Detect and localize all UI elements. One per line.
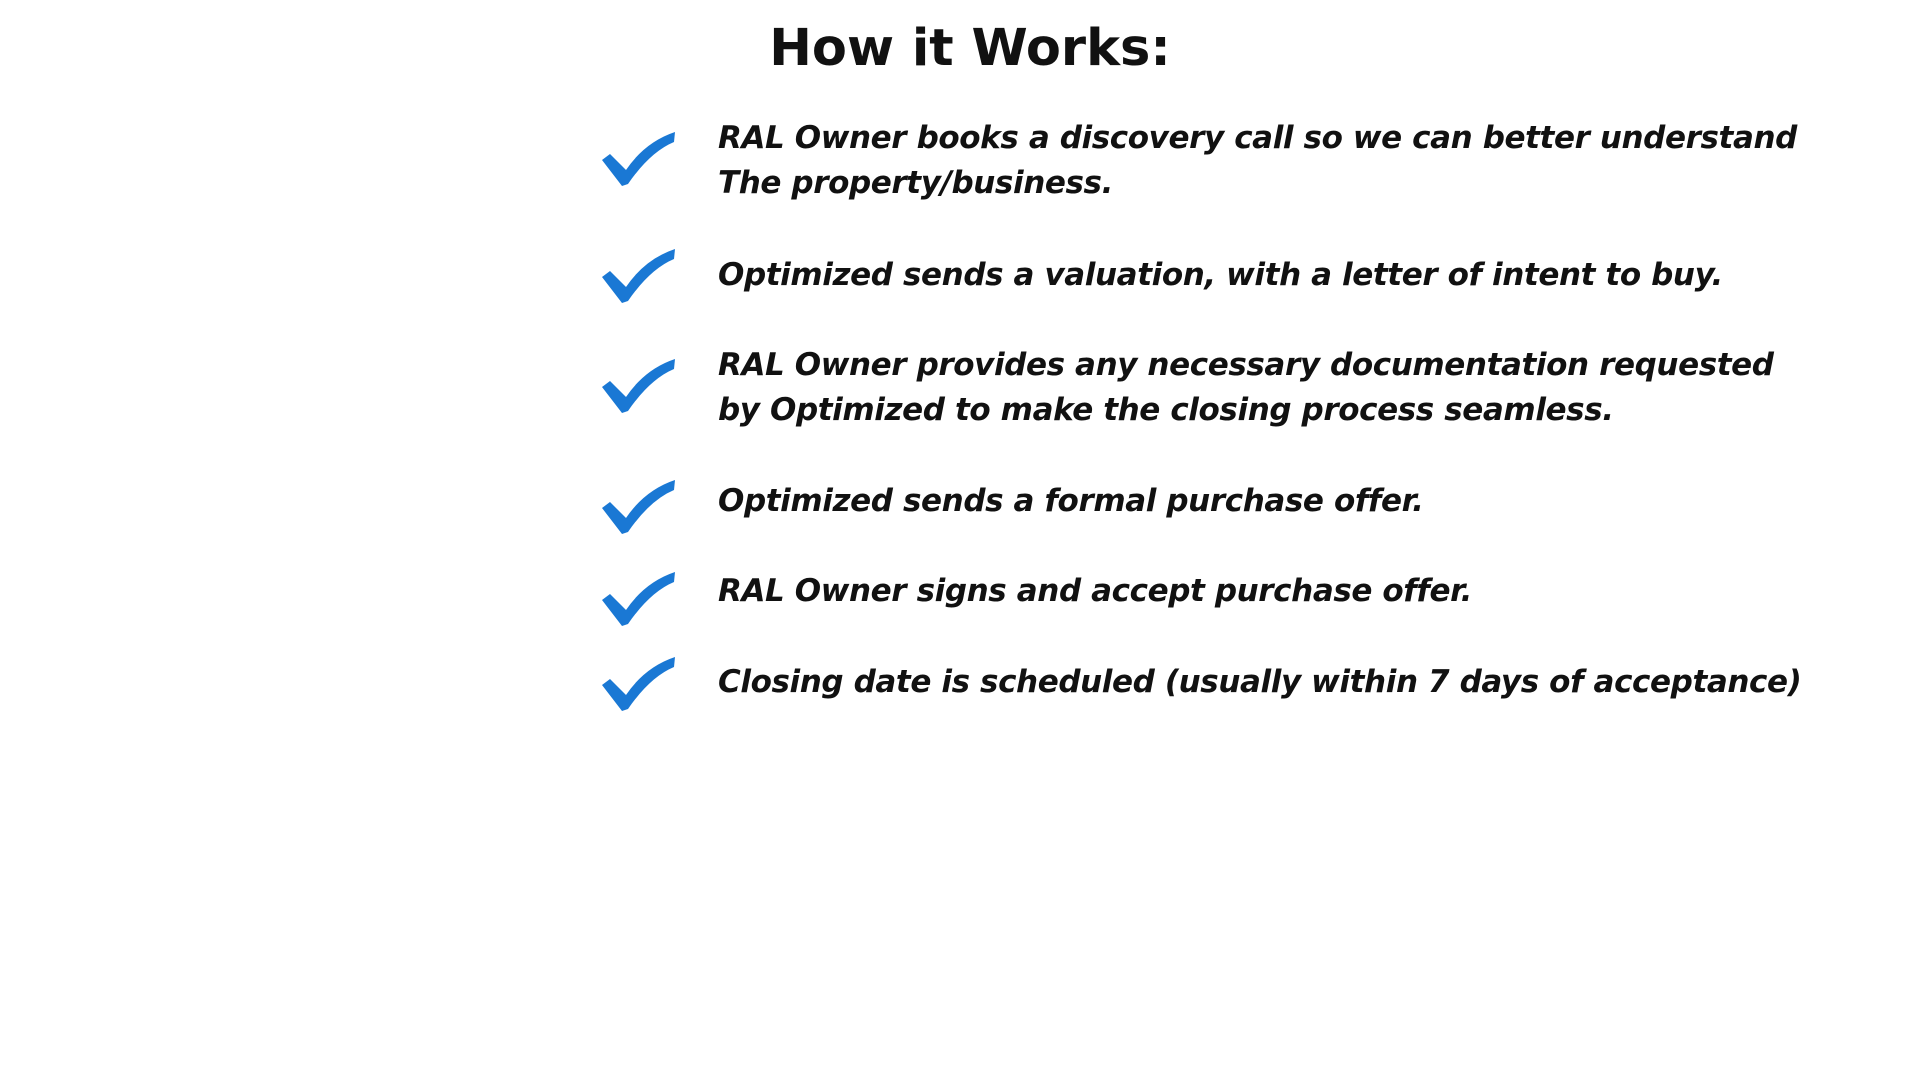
step-line: Closing date is scheduled (usually within 7 days of acceptance) [718,664,1802,700]
step-text [718,253,1818,298]
steps-list [600,0,1820,1080]
step-line: RAL Owner signs and accept purchase offer. [718,573,1472,609]
step-line: by Optimized to make the closing process seamless. [718,392,1614,428]
check-mark-icon [600,655,676,713]
step-line: Optimized sends a valuation, with a letter of intent to buy. [718,257,1723,293]
check-mark-icon [600,130,676,188]
check-mark-icon [600,247,676,305]
page-title: How it Works: [769,19,1171,78]
step-line: The property/business. [718,165,1113,201]
step-line: RAL Owner provides any necessary documentation requested [718,347,1774,383]
step-line: RAL Owner books a discovery call so we can better understand [718,120,1797,156]
check-mark-icon [600,570,676,628]
check-mark-icon [600,357,676,415]
step-text [718,479,1818,524]
step-text [718,343,1818,433]
check-mark-icon [600,478,676,536]
step-text [718,569,1818,614]
step-text [718,660,1818,705]
step-line: Optimized sends a formal purchase offer. [718,483,1424,519]
step-text [718,116,1818,206]
